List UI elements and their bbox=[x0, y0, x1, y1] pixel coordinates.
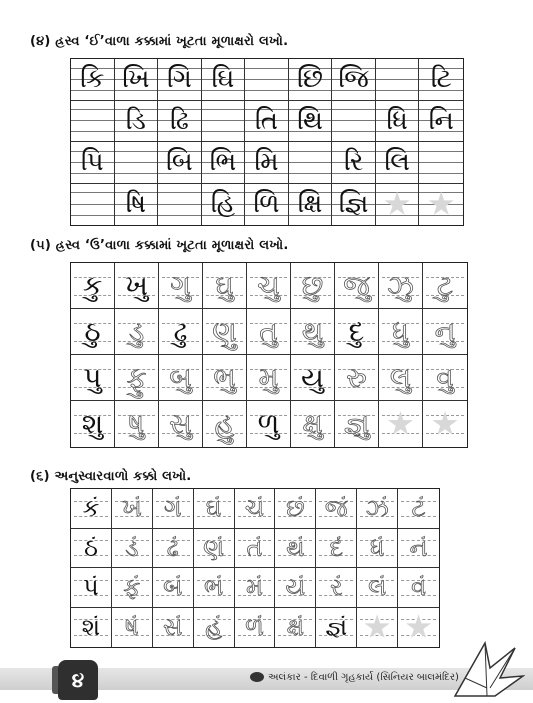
letter: તિ bbox=[254, 105, 279, 136]
letter: દુ bbox=[348, 314, 365, 348]
grid-cell bbox=[153, 529, 194, 569]
letter: થં bbox=[286, 533, 305, 562]
letter: પં bbox=[83, 573, 99, 602]
grid-cell bbox=[71, 309, 115, 355]
grid-cell bbox=[71, 355, 115, 401]
grid-cell bbox=[153, 489, 194, 529]
grid-cell bbox=[247, 263, 291, 309]
grid-cell bbox=[112, 608, 153, 648]
grid-cell bbox=[335, 355, 379, 401]
letter: સં bbox=[162, 613, 183, 642]
letter: ટિ bbox=[430, 64, 452, 95]
letter: ઢં bbox=[166, 533, 179, 562]
letter: ઢુ bbox=[173, 314, 188, 348]
star-icon bbox=[364, 614, 390, 640]
grid-cell bbox=[379, 309, 423, 355]
letter: ધુ bbox=[392, 314, 409, 348]
grid-cell bbox=[335, 263, 379, 309]
letter: શં bbox=[81, 613, 101, 642]
grid-cell bbox=[376, 59, 420, 101]
grid-cell bbox=[245, 184, 289, 226]
grid-cell bbox=[335, 309, 379, 355]
letter: વં bbox=[411, 573, 427, 602]
grid-cell bbox=[159, 309, 203, 355]
grid-cell bbox=[289, 142, 333, 184]
letter: શુ bbox=[81, 407, 104, 440]
grid-cell bbox=[71, 142, 115, 184]
grid-cell bbox=[275, 489, 316, 529]
grid-cell bbox=[332, 101, 376, 143]
grid-cell bbox=[247, 401, 291, 447]
speech-bubble-icon bbox=[250, 672, 264, 682]
grid-cell bbox=[71, 489, 112, 529]
letter: ખિ bbox=[122, 64, 150, 95]
letter: ક્ષિ bbox=[297, 189, 323, 220]
grid-cell bbox=[245, 142, 289, 184]
letter: જ્ઞુ bbox=[343, 407, 370, 440]
grid-cell bbox=[376, 184, 420, 226]
grid-cell bbox=[357, 529, 398, 569]
grid-cell bbox=[419, 59, 463, 101]
letter: ધં bbox=[369, 533, 385, 562]
worksheet-grid-missing-letters-u bbox=[70, 262, 468, 448]
grid-cell bbox=[235, 568, 276, 608]
letter: ક્ષં bbox=[286, 613, 305, 642]
grid-cell bbox=[275, 608, 316, 648]
grid-cell bbox=[115, 355, 159, 401]
letter: ઝુ bbox=[387, 268, 414, 302]
grid-cell bbox=[202, 101, 246, 143]
letter: નં bbox=[409, 533, 428, 562]
letter: ચં bbox=[244, 494, 265, 523]
worksheet-grid-missing-letters-ee bbox=[70, 58, 464, 226]
grid-cell bbox=[202, 142, 246, 184]
letter: ળુ bbox=[257, 407, 280, 440]
grid-cell bbox=[332, 142, 376, 184]
letter: થિ bbox=[297, 105, 323, 136]
grid-cell bbox=[71, 401, 115, 447]
grid-cell bbox=[194, 529, 235, 569]
letter: તં bbox=[246, 533, 263, 562]
grid-cell bbox=[153, 568, 194, 608]
letter: ભુ bbox=[213, 360, 236, 394]
grid-cell bbox=[71, 568, 112, 608]
page-number: ૪ bbox=[58, 660, 98, 700]
grid-cell bbox=[159, 355, 203, 401]
letter: વુ bbox=[436, 360, 454, 394]
grid-cell bbox=[379, 401, 423, 447]
letter: ધિ bbox=[386, 105, 408, 136]
letter: જુ bbox=[343, 268, 370, 302]
grid-cell bbox=[235, 608, 276, 648]
grid-cell bbox=[115, 142, 159, 184]
grid-cell bbox=[235, 529, 276, 569]
letter: પિ bbox=[80, 147, 104, 178]
grid-cell bbox=[357, 568, 398, 608]
grid-cell bbox=[289, 101, 333, 143]
grid-cell bbox=[316, 608, 357, 648]
letter: કુ bbox=[82, 268, 103, 302]
grid-cell bbox=[423, 263, 467, 309]
letter: કં bbox=[82, 494, 100, 523]
letter: છિ bbox=[297, 64, 324, 95]
grid-cell bbox=[112, 529, 153, 569]
grid-cell bbox=[203, 263, 247, 309]
letter: જં bbox=[324, 494, 348, 523]
grid-cell bbox=[203, 401, 247, 447]
grid-cell bbox=[379, 355, 423, 401]
grid-cell bbox=[398, 608, 439, 648]
grid-cell bbox=[115, 401, 159, 447]
grid-cell bbox=[194, 568, 235, 608]
grid-cell bbox=[115, 101, 159, 143]
letter: ડુ bbox=[128, 314, 145, 348]
grid-cell bbox=[203, 355, 247, 401]
grid-cell bbox=[247, 355, 291, 401]
grid-cell bbox=[153, 608, 194, 648]
letter: કિ bbox=[80, 64, 105, 95]
letter: રં bbox=[330, 573, 343, 602]
grid-cell bbox=[245, 59, 289, 101]
letter: ફં bbox=[123, 573, 141, 602]
grid-cell bbox=[419, 142, 463, 184]
grid-cell bbox=[159, 263, 203, 309]
footer-book-title: અલંકાર - દિવાળી ગૃહકાર્ય (સિનિયર બાલમંદિર) bbox=[268, 672, 459, 683]
grid-cell bbox=[291, 263, 335, 309]
grid-cell bbox=[423, 309, 467, 355]
grid-cell bbox=[423, 355, 467, 401]
grid-cell bbox=[71, 608, 112, 648]
letter: ઠુ bbox=[84, 314, 101, 348]
letter: ણુ bbox=[212, 314, 237, 348]
grid-cell bbox=[247, 309, 291, 355]
letter: ખં bbox=[121, 494, 142, 523]
grid-cell bbox=[202, 59, 246, 101]
letter: ઝં bbox=[365, 494, 389, 523]
worksheet-grid-anusvara bbox=[70, 488, 440, 648]
grid-cell bbox=[289, 59, 333, 101]
grid-cell bbox=[379, 263, 423, 309]
grid-cell bbox=[316, 489, 357, 529]
page-footer bbox=[0, 660, 533, 703]
grid-cell bbox=[71, 529, 112, 569]
letter: ઢિ bbox=[169, 105, 189, 136]
grid-cell bbox=[71, 263, 115, 309]
letter: મં bbox=[246, 573, 263, 602]
letter: થુ bbox=[301, 314, 324, 348]
letter: જિ bbox=[338, 64, 369, 95]
grid-cell bbox=[235, 489, 276, 529]
letter: ફુ bbox=[126, 360, 147, 394]
star-icon bbox=[428, 191, 454, 217]
letter: ખુ bbox=[124, 268, 149, 302]
letter: રિ bbox=[343, 147, 364, 178]
letter: ઘં bbox=[205, 494, 222, 523]
letter: છં bbox=[286, 494, 305, 523]
letter: જ્ઞિ bbox=[338, 189, 369, 220]
grid-cell bbox=[245, 101, 289, 143]
grid-cell bbox=[71, 184, 115, 226]
letter: નુ bbox=[434, 314, 456, 348]
letter: યં bbox=[285, 573, 306, 602]
letter: જ્ઞં bbox=[325, 613, 348, 642]
grid-cell bbox=[398, 529, 439, 569]
letter: ળિ bbox=[253, 189, 280, 220]
grid-cell bbox=[419, 184, 463, 226]
letter: ષં bbox=[125, 613, 139, 642]
letter: નિ bbox=[428, 105, 454, 136]
letter: રુ bbox=[346, 360, 367, 394]
section-heading-5: (૫) હ્રસ્વ ‘ઉ’વાળા કક્કામાં ખૂટતા મૂળાક્ષરો લખો. bbox=[30, 238, 289, 253]
letter: છુ bbox=[301, 268, 324, 302]
letter: ઠં bbox=[83, 533, 98, 562]
grid-cell bbox=[316, 568, 357, 608]
letter: બિ bbox=[166, 147, 193, 178]
letter: પુ bbox=[83, 360, 102, 394]
grid-cell bbox=[291, 401, 335, 447]
grid-cell bbox=[115, 263, 159, 309]
grid-cell bbox=[275, 568, 316, 608]
letter: હુ bbox=[214, 407, 235, 440]
letter: ચુ bbox=[257, 268, 280, 302]
section-heading-4: (૪) હ્રસ્વ ‘ઈ’વાળા કક્કામાં ખૂટતા મૂળાક્ષરો લખો. bbox=[30, 34, 289, 49]
grid-cell bbox=[275, 529, 316, 569]
grid-cell bbox=[115, 184, 159, 226]
letter: બુ bbox=[169, 360, 192, 394]
grid-cell bbox=[203, 309, 247, 355]
letter: લુ bbox=[389, 360, 412, 394]
grid-cell bbox=[332, 184, 376, 226]
grid-cell bbox=[158, 142, 202, 184]
letter: ગં bbox=[163, 494, 182, 523]
letter: ઘુ bbox=[215, 268, 234, 302]
letter: ટં bbox=[411, 494, 426, 523]
grid-cell bbox=[376, 142, 420, 184]
letter: મિ bbox=[254, 147, 279, 178]
letter: હિ bbox=[210, 189, 236, 220]
letter: ળં bbox=[245, 613, 264, 642]
grid-cell bbox=[71, 59, 115, 101]
letter: લં bbox=[368, 573, 387, 602]
grid-cell bbox=[194, 608, 235, 648]
grid-cell bbox=[158, 59, 202, 101]
grid-cell bbox=[291, 355, 335, 401]
grid-cell bbox=[115, 309, 159, 355]
letter: ક્ષુ bbox=[302, 407, 323, 440]
grid-cell bbox=[112, 489, 153, 529]
letter: તુ bbox=[259, 314, 278, 348]
letter: ટુ bbox=[436, 268, 454, 302]
letter: મુ bbox=[258, 360, 279, 394]
star-icon bbox=[432, 411, 458, 437]
letter: ણં bbox=[203, 533, 225, 562]
grid-cell bbox=[332, 59, 376, 101]
letter: ઘિ bbox=[211, 64, 235, 95]
letter: દં bbox=[329, 533, 343, 562]
letter: ડં bbox=[125, 533, 139, 562]
grid-cell bbox=[316, 529, 357, 569]
grid-cell bbox=[357, 608, 398, 648]
letter: ગિ bbox=[166, 64, 192, 95]
star-icon bbox=[406, 614, 432, 640]
grid-cell bbox=[112, 568, 153, 608]
grid-cell bbox=[357, 489, 398, 529]
grid-cell bbox=[194, 489, 235, 529]
letter: લિ bbox=[384, 147, 410, 178]
grid-cell bbox=[376, 101, 420, 143]
grid-cell bbox=[398, 489, 439, 529]
star-icon bbox=[388, 411, 414, 437]
grid-cell bbox=[71, 101, 115, 143]
section-heading-6: (૬) અનુસ્વારવાળો કક્કો લખો. bbox=[30, 469, 192, 484]
grid-cell bbox=[398, 568, 439, 608]
letter: ભં bbox=[204, 573, 224, 602]
letter: સુ bbox=[169, 407, 192, 440]
grid-cell bbox=[335, 401, 379, 447]
grid-cell bbox=[419, 101, 463, 143]
grid-cell bbox=[115, 59, 159, 101]
grid-cell bbox=[291, 309, 335, 355]
letter: હં bbox=[205, 613, 223, 642]
grid-cell bbox=[158, 184, 202, 226]
letter: યુ bbox=[301, 360, 324, 394]
leaf-decoration-icon bbox=[445, 638, 525, 698]
grid-cell bbox=[289, 184, 333, 226]
letter: ષિ bbox=[125, 189, 147, 220]
grid-cell bbox=[159, 401, 203, 447]
grid-cell bbox=[158, 101, 202, 143]
grid-cell bbox=[202, 184, 246, 226]
letter: બં bbox=[163, 573, 183, 602]
letter: ષુ bbox=[128, 407, 145, 440]
letter: ગુ bbox=[170, 268, 191, 302]
grid-cell bbox=[423, 401, 467, 447]
letter: ભિ bbox=[209, 147, 237, 178]
star-icon bbox=[384, 191, 410, 217]
letter: ડિ bbox=[125, 105, 146, 136]
